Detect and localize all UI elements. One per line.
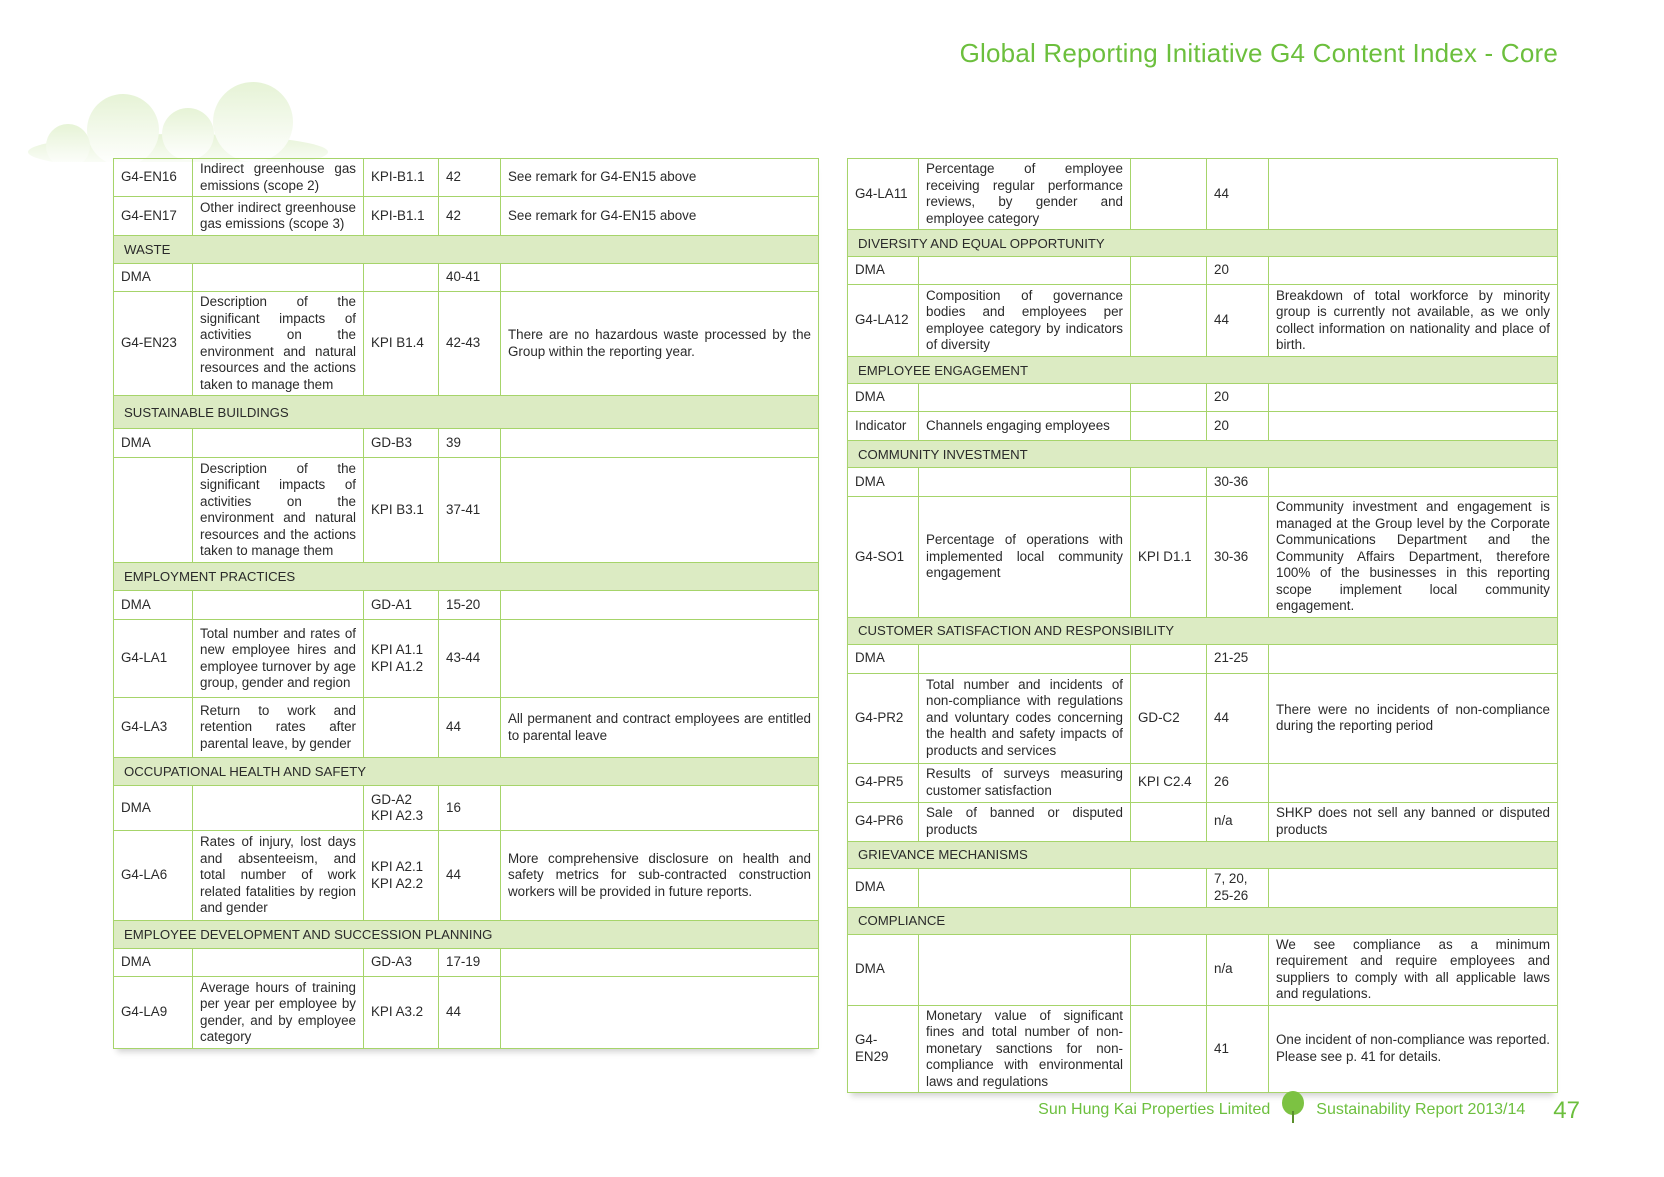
indicator-code: G4-PR6 [848,802,919,841]
table-row [848,763,1558,802]
indicator-code: G4- EN29 [848,1005,919,1093]
indicator-code: DMA [114,264,193,292]
section-header-row [114,758,819,786]
page-reference: 17-19 [439,949,501,977]
indicator-code: G4-LA6 [114,831,193,921]
remark [1269,763,1558,802]
table-row [114,264,819,292]
section-title: EMPLOYEE ENGAGEMENT [848,357,1558,384]
hkex-kpi-reference: KPI-B1.1 [364,159,439,197]
table-row [114,292,819,396]
remark [1269,384,1558,412]
indicator-description: Results of surveys measuring customer satisfaction [919,763,1131,802]
indicator-description: Total number and rates of new employee hires and employee turnover by age group, gender and region [193,620,364,698]
page-footer [1038,1091,1580,1125]
indicator-code [114,458,193,563]
indicator-code: G4-LA9 [114,977,193,1049]
indicator-description: Other indirect greenhouse gas emissions (scope 3) [193,197,364,236]
table-row [848,868,1558,907]
indicator-description [919,384,1131,412]
page-reference: 42-43 [439,292,501,396]
indicator-description: Monetary value of significant fines and total number of non-monetary sanctions for non-compliance with environmental laws and regulations [919,1005,1131,1093]
table-row [848,384,1558,412]
table-row [848,159,1558,230]
page-reference: 44 [439,698,501,758]
page-reference: 30-36 [1207,497,1269,618]
indicator-description [193,429,364,458]
section-header-row [848,907,1558,934]
remark: There were no incidents of non-compliance during the reporting period [1269,673,1558,763]
hkex-kpi-reference: KPI A2.1 KPI A2.2 [364,831,439,921]
table-row [114,159,819,197]
table-row [848,673,1558,763]
indicator-code: DMA [848,257,919,285]
table-row [114,197,819,236]
section-title: EMPLOYEE DEVELOPMENT AND SUCCESSION PLANNING [114,921,819,949]
section-header-row [848,441,1558,468]
table-row [848,644,1558,673]
table-row [114,786,819,831]
remark [501,429,819,458]
indicator-description: Percentage of operations with implemented local community engagement [919,497,1131,618]
hkex-kpi-reference: KPI A1.1 KPI A1.2 [364,620,439,698]
remark [1269,159,1558,230]
section-header-row [114,921,819,949]
hkex-kpi-reference [1131,257,1207,285]
page-reference: 44 [439,831,501,921]
remark: Community investment and engagement is managed at the Group level by the Corporate Communications Department and the Community Affairs Department, therefore 100% of the businesses in this reporting scope implement local community engagement. [1269,497,1558,618]
indicator-code: DMA [848,644,919,673]
page-reference: 30-36 [1207,468,1269,497]
table-row [848,412,1558,441]
table-row [114,949,819,977]
page-reference: 37-41 [439,458,501,563]
hkex-kpi-reference [1131,1005,1207,1093]
remark [1269,644,1558,673]
remark [501,786,819,831]
page-reference: 42 [439,159,501,197]
indicator-code: DMA [848,468,919,497]
gri-index-table-left [113,158,819,1049]
table-row [114,429,819,458]
table-row [114,698,819,758]
indicator-description [919,934,1131,1005]
footer-company: Sun Hung Kai Properties Limited [1038,1101,1271,1118]
hkex-kpi-reference: KPI D1.1 [1131,497,1207,618]
table-row [114,831,819,921]
page-reference: 44 [1207,673,1269,763]
remark [1269,468,1558,497]
indicator-code: DMA [114,949,193,977]
indicator-description: Return to work and retention rates after parental leave, by gender [193,698,364,758]
indicator-code: G4-EN16 [114,159,193,197]
indicator-description: Average hours of training per year per employee by gender, and by employee category [193,977,364,1049]
table-row [114,620,819,698]
indicator-code: DMA [114,786,193,831]
remark: Breakdown of total workforce by minority group is currently not available, as we only collect information on nationality and place of birth. [1269,285,1558,357]
indicator-description [919,468,1131,497]
remark: There are no hazardous waste processed by the Group within the reporting year. [501,292,819,396]
indicator-code: G4-SO1 [848,497,919,618]
remark [501,977,819,1049]
gri-index-table-right [847,158,1558,1093]
page-reference: 26 [1207,763,1269,802]
indicator-description [919,257,1131,285]
page-number: 47 [1553,1097,1580,1124]
table-row [848,285,1558,357]
section-header-row [848,841,1558,868]
indicator-description [193,949,364,977]
hkex-kpi-reference [1131,934,1207,1005]
footer-report-title: Sustainability Report 2013/14 [1316,1101,1526,1118]
page-reference: 39 [439,429,501,458]
remark: More comprehensive disclosure on health and safety metrics for sub-contracted construction workers will be provided in future reports. [501,831,819,921]
indicator-code: G4-LA12 [848,285,919,357]
hkex-kpi-reference [1131,285,1207,357]
tree-logo-icon [1280,1091,1306,1123]
page-reference: n/a [1207,934,1269,1005]
table-row [848,802,1558,841]
remark [501,620,819,698]
remark: See remark for G4-EN15 above [501,197,819,236]
page-reference: 44 [1207,285,1269,357]
indicator-code: DMA [114,429,193,458]
remark [1269,868,1558,907]
indicator-description: Percentage of employee receiving regular performance reviews, by gender and employee category [919,159,1131,230]
indicator-description: Rates of injury, lost days and absenteeism, and total number of work related fatalities by region and gender [193,831,364,921]
hkex-kpi-reference: KPI B3.1 [364,458,439,563]
page-reference: 7, 20, 25-26 [1207,868,1269,907]
hkex-kpi-reference: KPI-B1.1 [364,197,439,236]
section-title: CUSTOMER SATISFACTION AND RESPONSIBILITY [848,617,1558,644]
section-title: GRIEVANCE MECHANISMS [848,841,1558,868]
section-title: COMPLIANCE [848,907,1558,934]
indicator-code: DMA [848,868,919,907]
remark [1269,257,1558,285]
table-row [114,458,819,563]
indicator-description [193,786,364,831]
section-header-row [848,230,1558,257]
section-title: OCCUPATIONAL HEALTH AND SAFETY [114,758,819,786]
hkex-kpi-reference: GD-A3 [364,949,439,977]
hkex-kpi-reference: KPI A3.2 [364,977,439,1049]
remark [1269,412,1558,441]
page-reference: 20 [1207,384,1269,412]
section-title: WASTE [114,236,819,264]
indicator-code: G4-PR2 [848,673,919,763]
page-reference: 40-41 [439,264,501,292]
section-header-row [848,617,1558,644]
indicator-description: Description of the significant impacts of activities on the environment and natural resources and the actions taken to manage them [193,292,364,396]
section-title: DIVERSITY AND EQUAL OPPORTUNITY [848,230,1558,257]
page-reference: 20 [1207,257,1269,285]
indicator-code: G4-LA1 [114,620,193,698]
section-title: EMPLOYMENT PRACTICES [114,563,819,591]
table-row [848,468,1558,497]
hkex-kpi-reference [364,264,439,292]
indicator-description [919,868,1131,907]
section-header-row [114,396,819,429]
remark: SHKP does not sell any banned or disputed products [1269,802,1558,841]
indicator-description: Composition of governance bodies and employees per employee category by indicators of diversity [919,285,1131,357]
page-title: Global Reporting Initiative G4 Content Index - Core [959,38,1558,68]
section-title: COMMUNITY INVESTMENT [848,441,1558,468]
indicator-code: G4-LA11 [848,159,919,230]
hkex-kpi-reference [364,698,439,758]
page-reference: 43-44 [439,620,501,698]
remark: All permanent and contract employees are entitled to parental leave [501,698,819,758]
hkex-kpi-reference: KPI B1.4 [364,292,439,396]
hkex-kpi-reference: GD-A2 KPI A2.3 [364,786,439,831]
indicator-description [919,644,1131,673]
remark: We see compliance as a minimum requirement and require employees and suppliers to comply with all applicable laws and regulations. [1269,934,1558,1005]
remark: See remark for G4-EN15 above [501,159,819,197]
indicator-code: G4-PR5 [848,763,919,802]
page-reference: 44 [439,977,501,1049]
indicator-code: G4-EN23 [114,292,193,396]
hkex-kpi-reference: GD-A1 [364,591,439,620]
table-row [848,1005,1558,1093]
table-row [848,497,1558,618]
indicator-code: DMA [848,934,919,1005]
indicator-description: Indirect greenhouse gas emissions (scope 2) [193,159,364,197]
hkex-kpi-reference: GD-C2 [1131,673,1207,763]
hkex-kpi-reference [1131,468,1207,497]
remark [501,264,819,292]
remark [501,458,819,563]
hkex-kpi-reference [1131,384,1207,412]
page-reference: 21-25 [1207,644,1269,673]
table-row [848,934,1558,1005]
page-reference: 16 [439,786,501,831]
indicator-code: DMA [114,591,193,620]
hkex-kpi-reference [1131,644,1207,673]
cloud-decoration [28,82,328,162]
section-header-row [114,563,819,591]
indicator-code: Indicator [848,412,919,441]
remark: One incident of non-compliance was reported. Please see p. 41 for details. [1269,1005,1558,1093]
page-reference: 15-20 [439,591,501,620]
table-row [114,977,819,1049]
section-header-row [848,357,1558,384]
page-reference: n/a [1207,802,1269,841]
page-reference: 42 [439,197,501,236]
table-row [114,591,819,620]
section-header-row [114,236,819,264]
hkex-kpi-reference: GD-B3 [364,429,439,458]
indicator-description: Channels engaging employees [919,412,1131,441]
indicator-code: G4-LA3 [114,698,193,758]
hkex-kpi-reference [1131,159,1207,230]
hkex-kpi-reference [1131,802,1207,841]
hkex-kpi-reference [1131,412,1207,441]
section-title: SUSTAINABLE BUILDINGS [114,396,819,429]
remark [501,949,819,977]
indicator-description: Description of the significant impacts of activities on the environment and natural resources and the actions taken to manage them [193,458,364,563]
indicator-description [193,264,364,292]
page-reference: 20 [1207,412,1269,441]
indicator-description: Total number and incidents of non-compliance with regulations and voluntary codes concerning the health and safety impacts of products and services [919,673,1131,763]
page-reference: 44 [1207,159,1269,230]
table-row [848,257,1558,285]
hkex-kpi-reference [1131,868,1207,907]
remark [501,591,819,620]
indicator-description: Sale of banned or disputed products [919,802,1131,841]
hkex-kpi-reference: KPI C2.4 [1131,763,1207,802]
indicator-code: DMA [848,384,919,412]
page-reference: 41 [1207,1005,1269,1093]
indicator-code: G4-EN17 [114,197,193,236]
indicator-description [193,591,364,620]
